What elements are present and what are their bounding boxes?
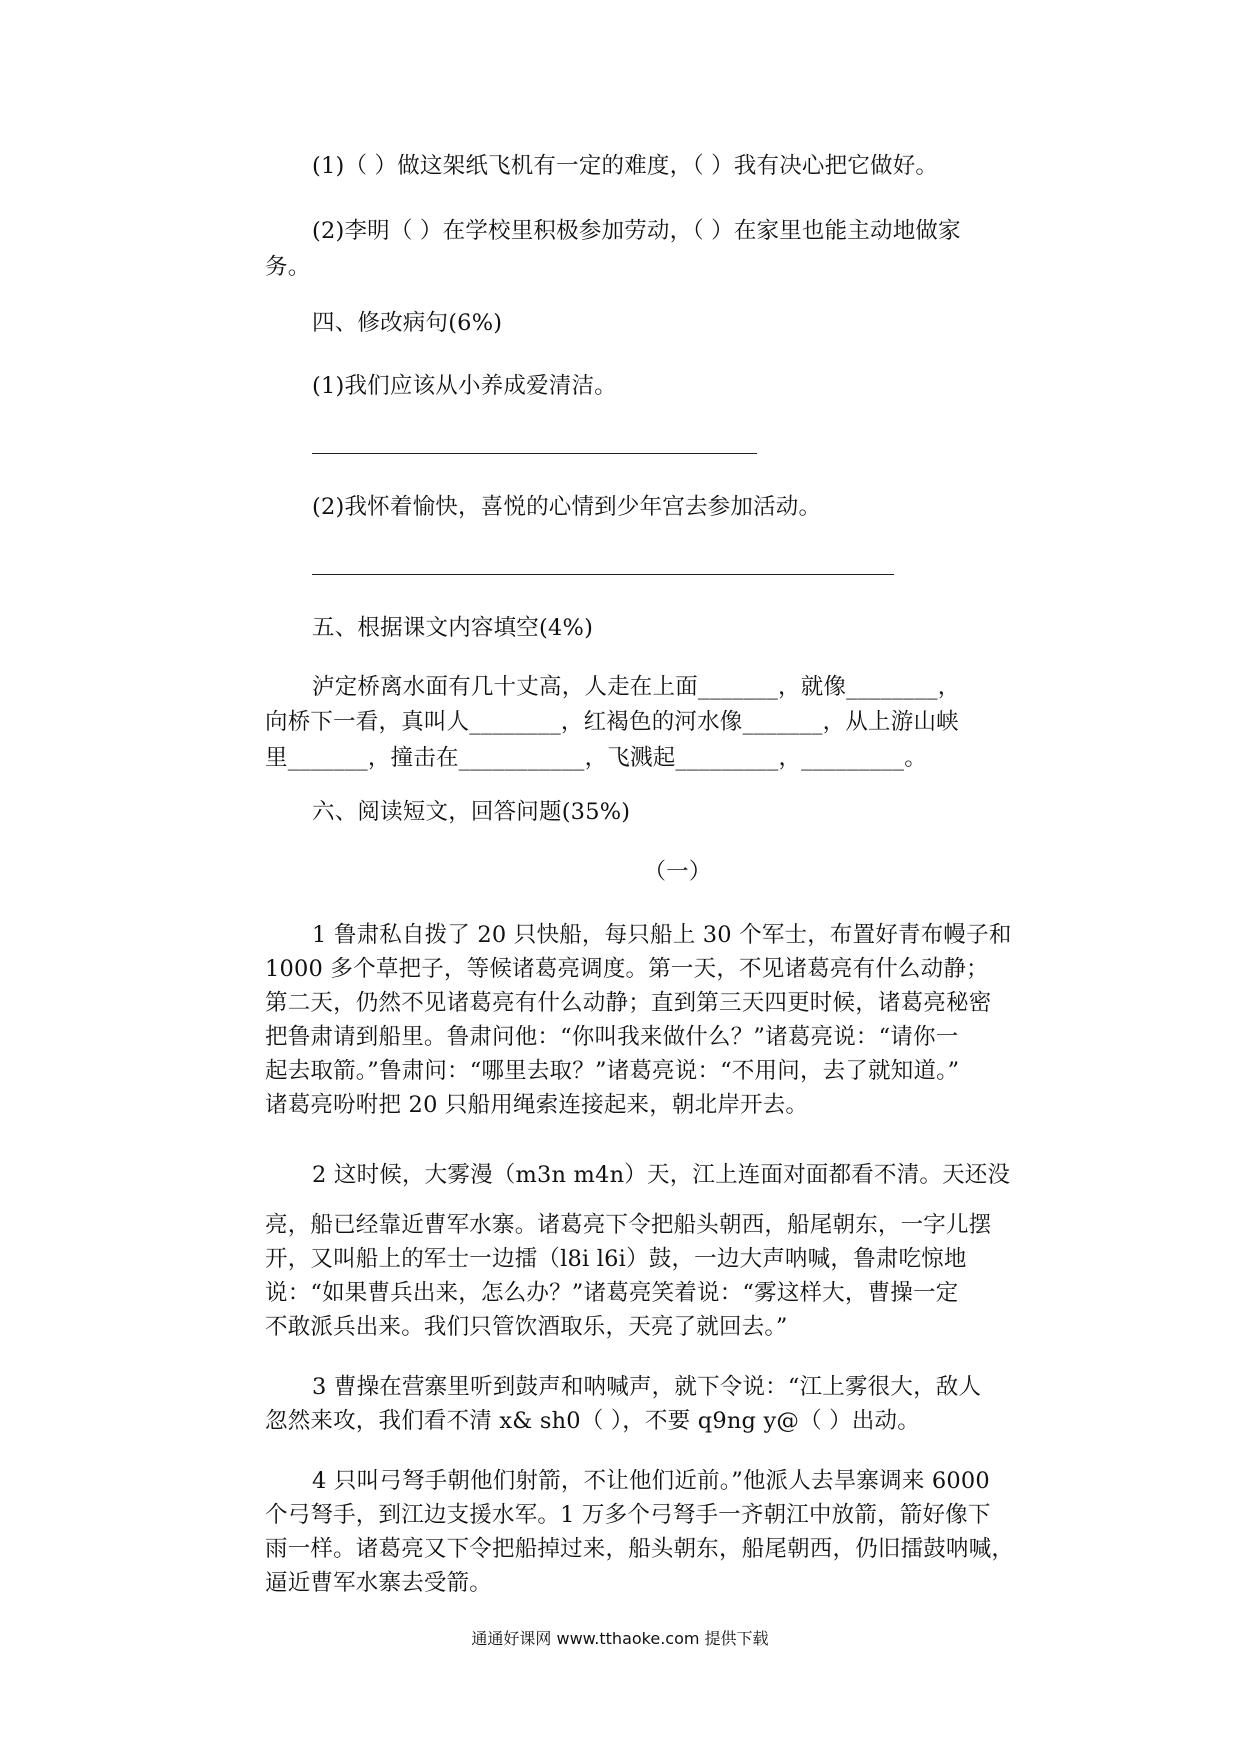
p4-line-4: 逼近曹军水寨去受箭。 <box>265 1570 493 1596</box>
section-5-heading: 五、根据课文内容填空(4%) <box>312 615 594 641</box>
p3-line-1: 3 曹操在营寨里听到鼓声和呐喊声，就下令说：“江上雾很大，敌人 <box>312 1374 982 1400</box>
section-6-heading: 六、阅读短文，回答问题(35%) <box>312 799 631 825</box>
passage-part-label: （一） <box>643 859 712 885</box>
p1-line-6: 诸葛亮吩咐把 20 只船用绳索连接起来，朝北岸开去。 <box>265 1092 809 1118</box>
section-4-heading: 四、修改病句(6%) <box>312 310 503 336</box>
s5-line-1: 泸定桥离水面有几十丈高，人走在上面_______，就像________， <box>312 674 961 700</box>
s3-question-2-cont: 务。 <box>265 254 311 280</box>
p1-line-4: 把鲁肃请到船里。鲁肃问他：“你叫我来做什么？”诸葛亮说：“请你一 <box>265 1024 959 1050</box>
p2-line-5: 不敢派兵出来。我们只管饮酒取乐，天亮了就回去。” <box>265 1314 788 1340</box>
p2-line-1: 2 这时候，大雾漫（m3n m4n）天，江上连面对面都看不清。天还没 <box>312 1162 1011 1188</box>
p2-line-3: 开，又叫船上的军士一边擂（l8i l6i）鼓，一边大声呐喊，鲁肃吃惊地 <box>265 1246 967 1272</box>
p3-line-2: 忽然来攻，我们看不清 x& sh0（ ），不要 q9ng y@（ ）出动。 <box>265 1408 920 1434</box>
p4-line-2: 个弓弩手，到江边支援水军。1 万多个弓弩手一齐朝江中放箭，箭好像下 <box>265 1502 991 1528</box>
s5-line-2: 向桥下一看，真叫人________，红褐色的河水像_______，从上游山峡 <box>265 709 959 735</box>
p2-line-2: 亮，船已经靠近曹军水寨。诸葛亮下令把船头朝西，船尾朝东，一字儿摆 <box>265 1212 992 1238</box>
p1-line-3: 第二天，仍然不见诸葛亮有什么动静；直到第三天四更时候，诸葛亮秘密 <box>265 990 992 1016</box>
s4-question-1: (1)我们应该从小养成爱清洁。 <box>312 373 617 399</box>
p1-line-5: 起去取箭。”鲁肃问：“哪里去取？”诸葛亮说：“不用问，去了就知道。” <box>265 1058 960 1084</box>
page-footer: 通通好课网 www.tthaoke.com 提供下载 <box>471 1629 769 1648</box>
p2-line-4: 说：“如果曹兵出来，怎么办？”诸葛亮笑着说：“雾这样大，曹操一定 <box>265 1280 959 1306</box>
s3-question-2: (2)李明（ ）在学校里积极参加劳动，（ ）在家里也能主动地做家 <box>312 218 961 244</box>
answer-line-2 <box>312 574 894 575</box>
p1-line-1: 1 鲁肃私自拨了 20 只快船，每只船上 30 个军士，布置好青布幔子和 <box>312 922 1012 948</box>
answer-line-1 <box>312 453 757 454</box>
p4-line-3: 雨一样。诸葛亮又下令把船掉过来，船头朝东，船尾朝西，仍旧擂鼓呐喊， <box>265 1536 1015 1562</box>
s4-question-2: (2)我怀着愉快，喜悦的心情到少年宫去参加活动。 <box>312 494 822 520</box>
p4-line-1: 4 只叫弓弩手朝他们射箭，不让他们近前。”他派人去旱寨调来 6000 <box>312 1468 990 1494</box>
s3-question-1: (1)（ ）做这架纸飞机有一定的难度，（ ）我有决心把它做好。 <box>312 153 939 179</box>
s5-line-3: 里_______，撞击在___________，飞溅起_________，_________。 <box>265 745 927 771</box>
p1-line-2: 1000 多个草把子，等候诸葛亮调度。第一天，不见诸葛亮有什么动静； <box>265 956 989 982</box>
